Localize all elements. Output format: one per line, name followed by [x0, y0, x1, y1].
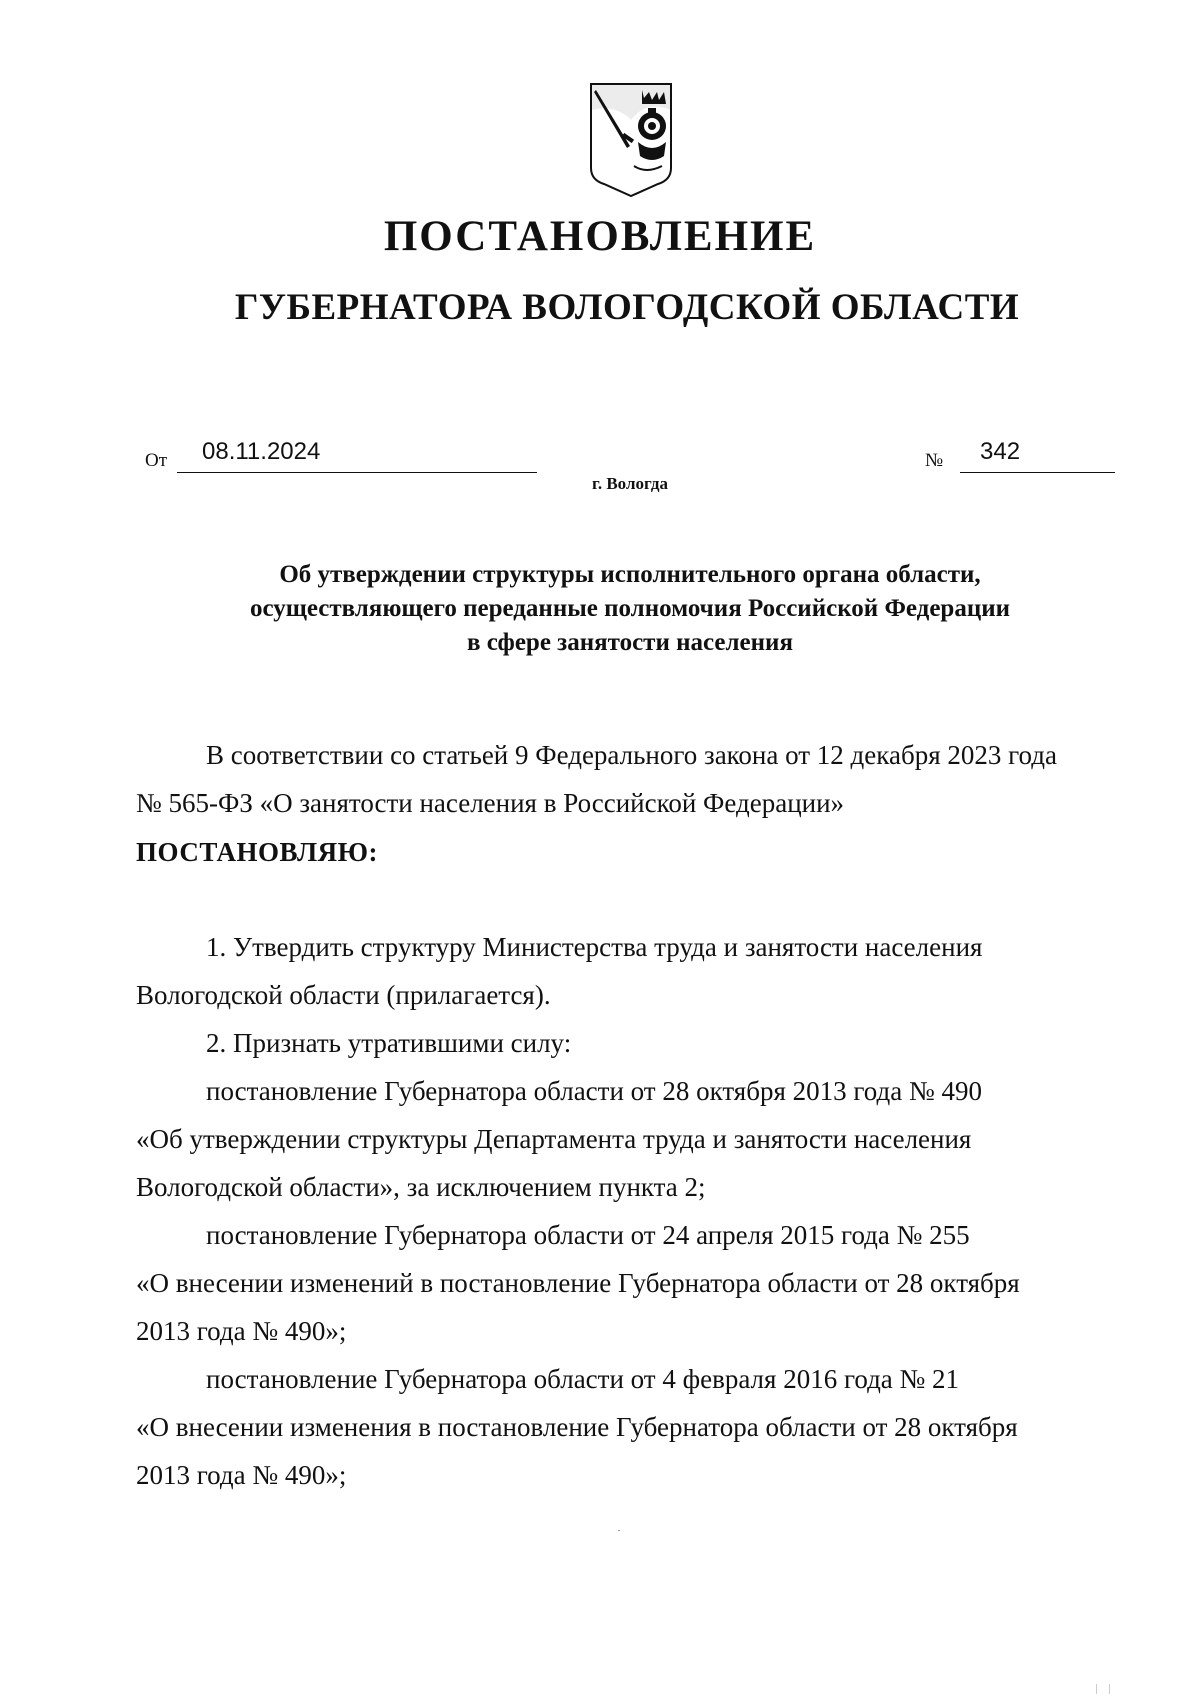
- repeal-a-line: «Об утверждении структуры Департамента труда и занятости населения: [136, 1124, 972, 1154]
- repeal-a-line: постановление Губернатора области от 28 октября 2013 года № 490: [206, 1076, 982, 1106]
- item-1-line: 1. Утвердить структуру Министерства труда и занятости населения: [206, 932, 983, 962]
- issuing-authority: ГУБЕРНАТОРА ВОЛОГОДСКОЙ ОБЛАСТИ: [234, 287, 1020, 328]
- coat-of-arms-emblem: [586, 80, 676, 198]
- document-title: ПОСТАНОВЛЕНИЕ: [383, 213, 817, 260]
- number-prefix: №: [925, 450, 944, 471]
- scan-speck: [618, 1530, 620, 1531]
- subject-line: Об утверждении структуры исполнительного органа области,: [279, 561, 981, 588]
- repeal-b-line: постановление Губернатора области от 24 апреля 2015 года № 255: [206, 1220, 970, 1250]
- subject-line: осуществляющего переданные полномочия Российской Федерации: [249, 595, 1011, 622]
- city: г. Вологда: [592, 474, 668, 493]
- repeal-c-line: «О внесении изменения в постановление Губернатора области от 28 октября: [136, 1412, 1018, 1442]
- preamble-line: № 565-ФЗ «О занятости населения в Российской Федерации»: [136, 788, 845, 818]
- preamble-line: В соответствии со статьей 9 Федерального закона от 12 декабря 2023 года: [206, 740, 1057, 770]
- item-1-line: Вологодской области (прилагается).: [136, 980, 551, 1010]
- repeal-c-line: постановление Губернатора области от 4 февраля 2016 года № 21: [206, 1364, 960, 1394]
- document-number: 342: [980, 438, 1021, 465]
- item-2: 2. Признать утратившими силу:: [206, 1028, 572, 1058]
- decree-word: ПОСТАНОВЛЯЮ:: [136, 837, 378, 867]
- date-prefix: От: [145, 450, 168, 471]
- subject-line: в сфере занятости населения: [467, 629, 793, 656]
- repeal-b-line: «О внесении изменений в постановление Губернатора области от 28 октября: [136, 1268, 1020, 1298]
- scan-corner-mark: [1096, 1684, 1110, 1694]
- document-date: 08.11.2024: [202, 438, 321, 465]
- repeal-a-line: Вологодской области», за исключением пункта 2;: [136, 1172, 706, 1202]
- repeal-b-line: 2013 года № 490»;: [136, 1316, 347, 1346]
- number-underline: [960, 438, 1115, 473]
- date-underline: [177, 438, 537, 473]
- document-subject: [130, 558, 1130, 660]
- repeal-c-line: 2013 года № 490»;: [136, 1460, 347, 1490]
